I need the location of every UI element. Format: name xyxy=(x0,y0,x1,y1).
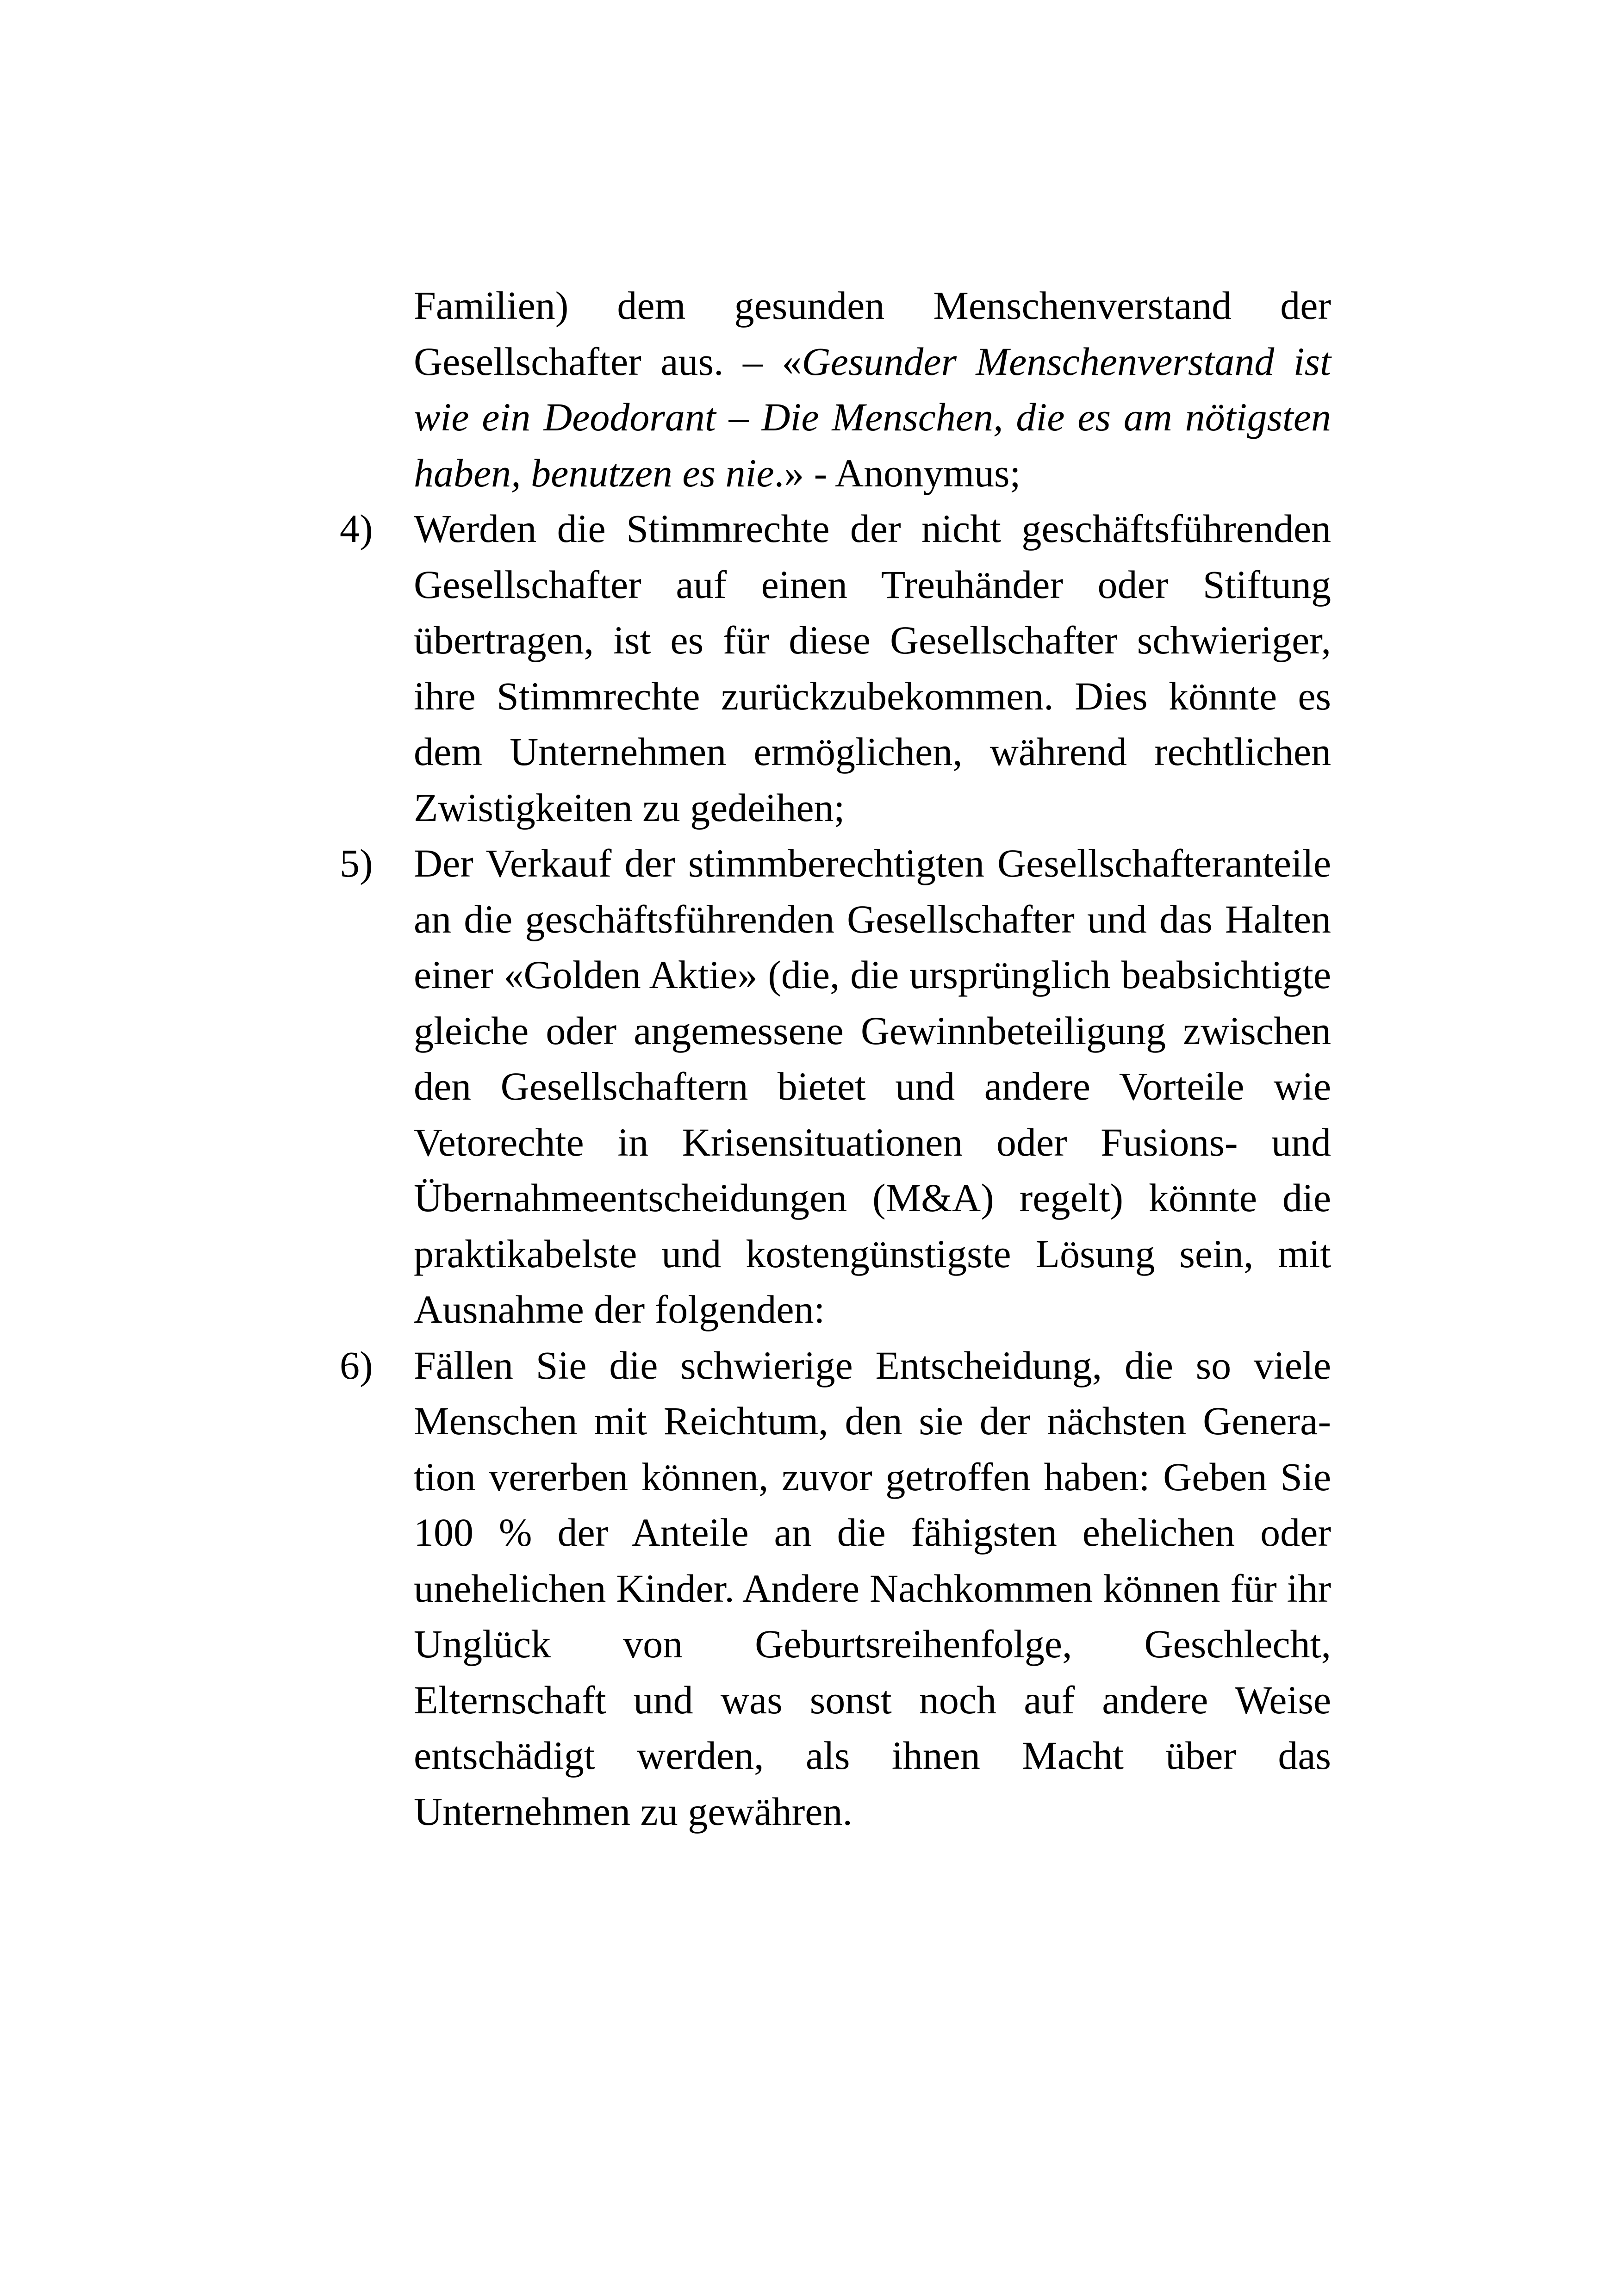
list-item-number: 5) xyxy=(340,841,373,885)
list-item-6 xyxy=(340,1338,1331,1840)
body-text xyxy=(340,278,1331,1839)
intro-quote: Gesunder Menschenverstand ist wie ein Deodorant – Die Menschen, die es am nötigsten haben, benutzen es nie xyxy=(414,339,1331,495)
list-item-number: 6) xyxy=(340,1343,373,1388)
list-item-5 xyxy=(340,835,1331,1338)
intro-text-start: Familien) dem gesunden Menschenverstand der Gesellschafter aus. – « xyxy=(414,283,1331,384)
list-item-text: Der Verkauf der stimmberechtigten Gesellschafteranteile an die geschäftsführenden Gesellschafter und das Halten einer «Golden Aktie» (die, die ursprünglich beabsichtigte gleiche oder angemessene Gewinnbeteiligung zwischen den Gesellschaftern bietet und andere Vorteile wie Vetorechte in Krisensituationen oder Fusions- und Übernahmeentscheidungen (M&A) regelt) könnte die praktikabelste und kostengünstigste Lösung sein, mit Ausnahme der folgenden: xyxy=(414,841,1331,1332)
list-item-number: 4) xyxy=(340,506,373,551)
list-item-text: Fällen Sie die schwierige Entscheidung, die so viele Menschen mit Reichtum, den sie der nächsten Generation vererben können, zuvor getroffen haben: Geben Sie 100 % der Anteile an die fähigsten ehelichen oder unehelichen Kinder. Andere Nachkommen können für ihr Unglück von Geburtsreihenfolge, Geschlecht, Elternschaft und was sonst noch auf andere Weise entschädigt werden, als ihnen Macht über das Unternehmen zu gewähren. xyxy=(414,1343,1331,1834)
intro-text-end: .» - Anonymus; xyxy=(774,450,1021,495)
list-item-text: Werden die Stimmrechte der nicht geschäftsführenden Gesellschafter auf einen Treuhänder oder Stiftung übertragen, ist es für diese Gesellschafter schwieriger, ihre Stimmrechte zurückzubekommen. Dies könnte es dem Unternehmen ermöglichen, während rechtlichen Zwistigkeiten zu gedeihen; xyxy=(414,506,1331,830)
intro-paragraph xyxy=(340,278,1331,501)
list-item-4 xyxy=(340,501,1331,835)
